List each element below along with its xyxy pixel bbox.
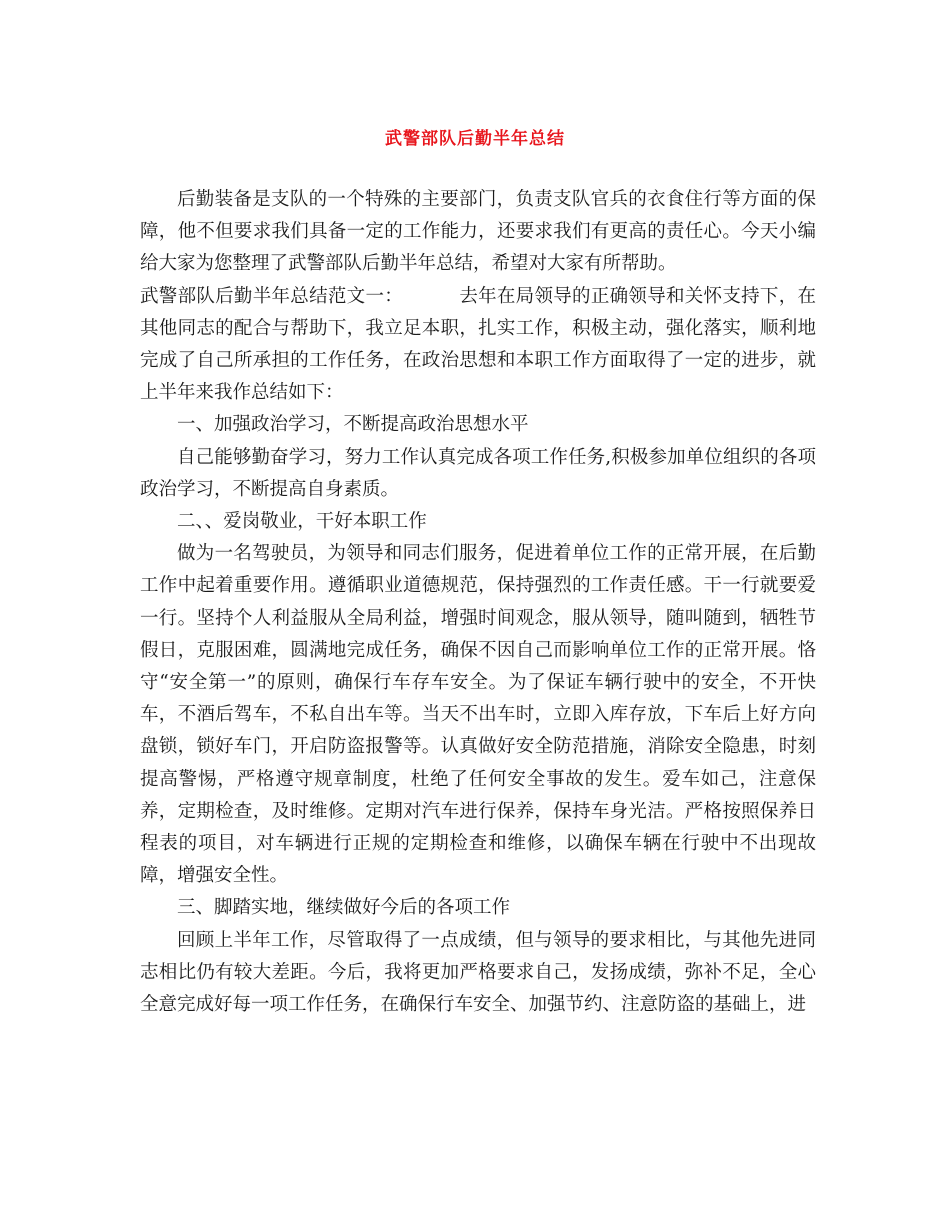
section-heading-3: 三、脚踏实地，继续做好今后的各项工作 — [177, 897, 511, 919]
section-heading-1: 一、加强政治学习，不断提高政治思想水平 — [177, 414, 529, 436]
section-paragraph-2: 做为一名驾驶员，为领导和同志们服务，促进着单位工作的正常开展，在后勤工作中起着重要作用。遵循职业道德规范，保持强烈的工作责任感。干一行就要爱一行。坚持个人利益服从全局利益，增强时间观念，服从领导，随叫随到，牺牲节假日，克服困难，圆满地完成任务，确保不因自己而影响单位工作的正常开展。恪守“安全第一”的原则，确保行车存车安全。为了保证车辆行驶中的安全，不开快车，不酒后驾车，不私自出车等。当天不出车时，立即入库存放，下车后上好方向盘锁，锁好车门，开启防盗报警等。认真做好安全防范措施，消除安全隐患，时刻提高警惕，严格遵守规章制度，杜绝了任何安全事故的发生。爱车如己，注意保养，定期检查，及时维修。定期对汽车进行保养，保持车身光洁。严格按照保养日程表的项目，对车辆进行正规的定期检查和维修，以确保车辆在行驶中不出现故障，增强安全性。 — [140, 543, 816, 887]
sample-opening: 去年在局领导的正确领导和关怀支持下，在其他同志的配合与帮助下，我立足本职，扎实工作，积极主动，强化落实，顺利地完成了自己所承担的工作任务，在政治思想和本职工作方面取得了一定的进步，就上半年来我作总结如下： — [140, 285, 816, 404]
sample-paragraph — [140, 281, 816, 410]
document-body — [140, 184, 816, 1021]
section-paragraph-3: 回顾上半年工作，尽管取得了一点成绩，但与领导的要求相比，与其他先进同志相比仍有较大差距。今后，我将更加严格要求自己，发扬成绩，弥补不足，全心全意完成好每一项工作任务，在确保行车安全、加强节约、注意防盗的基础上，进 — [140, 929, 816, 1016]
section-paragraph-1: 自己能够勤奋学习，努力工作认真完成各项工作任务,积极参加单位组织的各项政治学习，不断提高自身素质。 — [140, 446, 816, 500]
document-title: 武警部队后勤半年总结 — [385, 129, 565, 149]
intro-paragraph: 后勤装备是支队的一个特殊的主要部门，负责支队官兵的衣食住行等方面的保障，他不但要求我们具备一定的工作能力，还要求我们有更高的责任心。今天小编给大家为您整理了武警部队后勤半年总结，希望对大家有所帮助。 — [140, 189, 816, 275]
section-heading-2: 二、、爱岗敬业，干好本职工作 — [177, 511, 427, 533]
sample-label: 武警部队后勤半年总结范文一： — [140, 285, 404, 307]
